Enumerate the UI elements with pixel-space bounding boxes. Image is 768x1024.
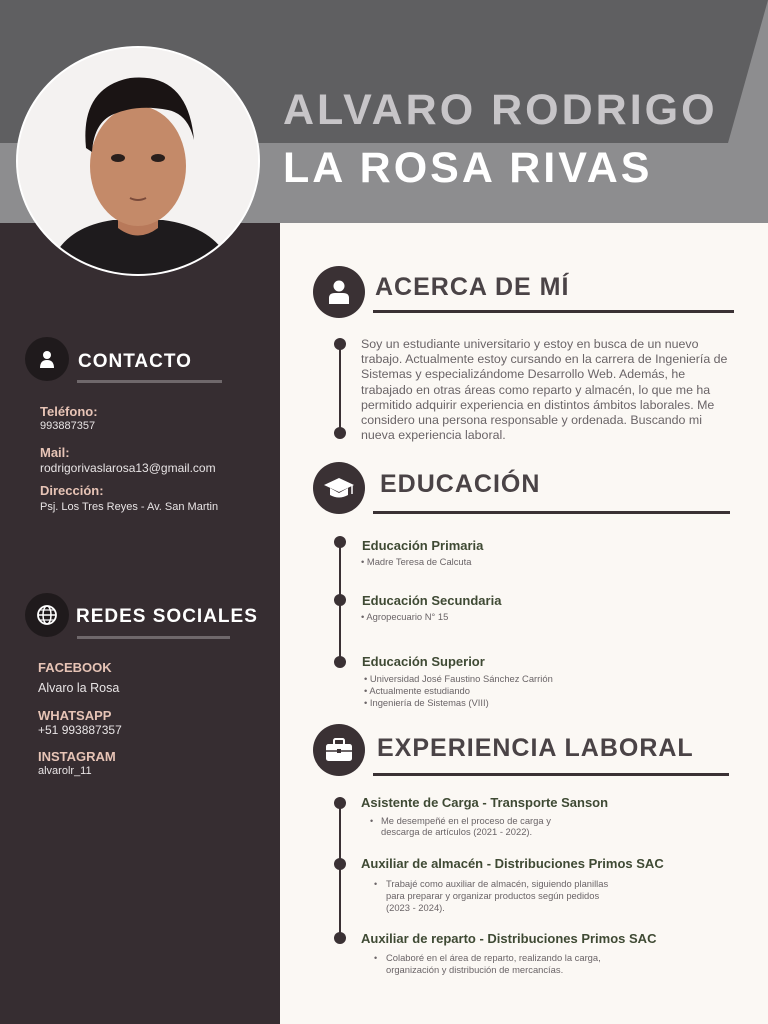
timeline-dot: [334, 858, 346, 870]
timeline-dot: [334, 932, 346, 944]
education-title: EDUCACIÓN: [380, 470, 541, 498]
experience-timeline: [339, 803, 341, 938]
instagram-label: INSTAGRAM: [38, 749, 116, 764]
about-divider: [373, 310, 734, 313]
about-text: Soy un estudiante universitario y estoy en busca de un nuevo trabajo. Actualmente estoy cursando en la carrera de Ingeniería de Sistemas y especializándome Desarrollo Web. Además, he trabajado en otras áreas como reparto y almacén, lo que me ha permitido adquirir experiencia en distintos ámbitos laborales. Me considero una persona responsable y ordenada. Buscando mi nueva experiencia laboral.: [361, 337, 728, 443]
experience-item-line: Me desempeñé en el proceso de carga y: [381, 815, 551, 826]
experience-title: EXPERIENCIA LABORAL: [377, 734, 694, 762]
education-item-detail: • Madre Teresa de Calcuta: [361, 556, 472, 567]
experience-divider: [373, 773, 729, 776]
address-value: Psj. Los Tres Reyes - Av. San Martin: [40, 501, 219, 513]
education-item-detail: • Agropecuario N° 15: [361, 611, 449, 622]
education-item-title: Educación Primaria: [362, 538, 484, 553]
header-band-wedge: [728, 0, 768, 143]
about-timeline: [339, 344, 341, 433]
instagram-value: alvarolr_11: [38, 765, 92, 777]
experience-item-title: Auxiliar de reparto - Distribuciones Primos SAC: [361, 931, 657, 946]
briefcase-icon: [313, 724, 365, 776]
experience-item-title: Auxiliar de almacén - Distribuciones Primos SAC: [361, 856, 664, 871]
facebook-value: Alvaro la Rosa: [38, 681, 120, 695]
experience-item-line: (2023 - 2024).: [386, 902, 445, 913]
phone-label: Teléfono:: [40, 404, 98, 419]
mail-value: rodrigorivaslarosa13@gmail.com: [40, 461, 216, 475]
timeline-dot: [334, 797, 346, 809]
social-divider: [77, 636, 230, 639]
whatsapp-value: +51 993887357: [38, 723, 122, 737]
education-item-detail: • Universidad José Faustino Sánchez Carrión: [364, 673, 553, 684]
social-title: REDES SOCIALES: [76, 606, 258, 627]
mail-label: Mail:: [40, 445, 70, 460]
bullet: •: [374, 879, 378, 889]
address-label: Dirección:: [40, 483, 104, 498]
phone-value: 993887357: [40, 420, 96, 432]
experience-item-line: para preparar y organizar productos según pedidos: [386, 890, 600, 901]
timeline-dot: [334, 427, 346, 439]
timeline-dot: [334, 536, 346, 548]
bullet: •: [370, 816, 374, 826]
education-divider: [373, 511, 730, 514]
timeline-dot: [334, 338, 346, 350]
experience-item-line: organización y distribución de mercancías.: [386, 964, 564, 975]
timeline-dot: [334, 594, 346, 606]
experience-item-line: descarga de artículos (2021 - 2022).: [381, 826, 533, 837]
facebook-label: FACEBOOK: [38, 660, 112, 675]
experience-item-line: Colaboré en el área de reparto, realizando la carga,: [386, 952, 601, 963]
bullet: •: [374, 953, 378, 963]
education-item-title: Educación Superior: [362, 654, 485, 669]
contact-divider: [77, 380, 222, 383]
person-icon: [313, 266, 365, 318]
experience-item-line: Trabajé como auxiliar de almacén, siguiendo planillas: [386, 878, 609, 889]
contact-title: CONTACTO: [78, 351, 192, 372]
name-first: ALVARO RODRIGO: [283, 86, 718, 134]
graduation-cap-icon: [313, 462, 365, 514]
about-title: ACERCA DE MÍ: [375, 273, 570, 301]
whatsapp-label: WHATSAPP: [38, 708, 112, 723]
name-last: LA ROSA RIVAS: [283, 144, 653, 192]
globe-icon: [25, 593, 69, 637]
education-item-title: Educación Secundaria: [362, 593, 502, 608]
profile-photo: [16, 46, 260, 276]
education-item-detail: • Actualmente estudiando: [364, 685, 470, 696]
experience-item-title: Asistente de Carga - Transporte Sanson: [361, 795, 609, 810]
education-item-detail: • Ingeniería de Sistemas (VIII): [364, 697, 489, 708]
person-icon: [25, 337, 69, 381]
timeline-dot: [334, 656, 346, 668]
